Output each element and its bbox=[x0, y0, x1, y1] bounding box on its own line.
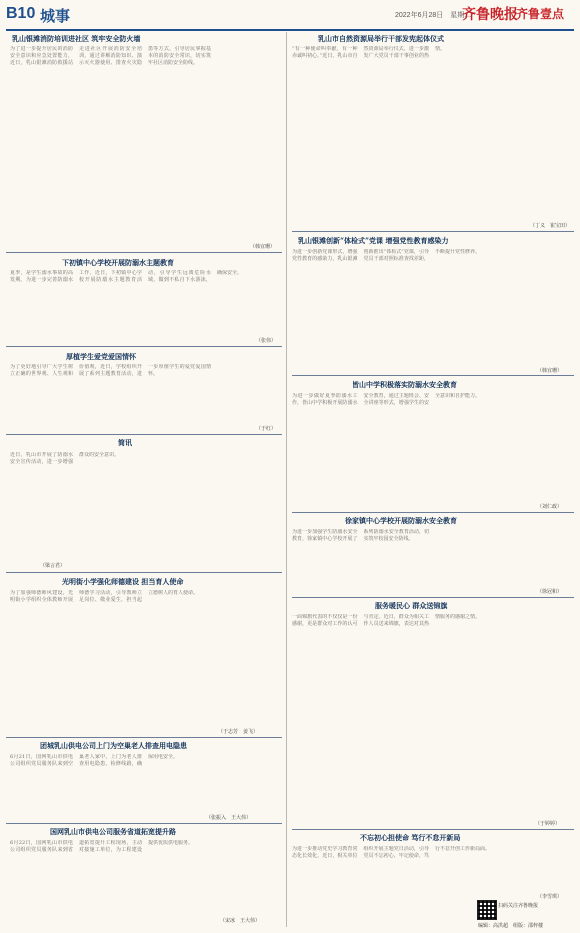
divider bbox=[6, 252, 282, 253]
qr-caption: 扫码关注齐鲁晚报 bbox=[498, 903, 539, 909]
divider bbox=[292, 597, 574, 598]
article-author: （韩宜珊） bbox=[250, 244, 276, 250]
divider bbox=[6, 434, 282, 435]
article-title: 乳山银滩创新“体检式”党课 增强党性教育感染力 bbox=[298, 236, 449, 245]
article-body: 近日，乳山市开展了防溺水安全宣传活动，进一步增强群众的安全意识。 bbox=[10, 452, 120, 465]
article-title: 光明街小学强化师德建设 担当育人使命 bbox=[62, 577, 184, 586]
article-title: 国网乳山市供电公司服务省道拓宽提升路 bbox=[50, 827, 176, 836]
article-title: 不忘初心担使命 笃行不怠开新局 bbox=[360, 833, 461, 842]
article-body: 夏季，是学生溺水事故的高发期。为进一步完善防溺水工作，近日，下初镇中心学校开展防溺水主题教育活动，引导学生远离危险水域，做到不私自下水游泳，确保安全。 bbox=[10, 270, 243, 283]
article-title: 皆山中学积极落实防溺水安全教育 bbox=[352, 380, 457, 389]
article-author: （于婷婷） bbox=[535, 821, 561, 827]
article-title: 乳山银滩消防培训进社区 筑牢安全防火墙 bbox=[12, 34, 141, 43]
newspaper-logo: 齐鲁晚报 bbox=[462, 7, 518, 23]
article-body: “有一种使命叫奉献，有一种赤诚叫初心。”近日，乳山市自然资源局举行仪式，进一步激发广大党员干部干事创业的热情。 bbox=[292, 46, 446, 59]
article-author: （刘仁政） bbox=[537, 504, 563, 510]
article-body: 为了加强师德师风建设，光明街小学组织全体教师开展师德学习活动，引导教师立足岗位、敬业爱生，担当起立德树人的育人使命。 bbox=[10, 590, 199, 603]
article-title: 服务暖民心 群众送锦旗 bbox=[375, 601, 448, 610]
article-author: （徐冠和） bbox=[537, 589, 563, 595]
page-number: B10 bbox=[6, 5, 36, 22]
article-author: （于志芳 姜飞） bbox=[218, 729, 259, 735]
article-author: （韩宜珊） bbox=[537, 368, 563, 374]
article-body: 为进一步做好夏季防溺水工作，皆山中学积极开展防溺水安全教育，通过主题班会、安全讲座等形式，增强学生的安全意识和自护能力。 bbox=[292, 393, 481, 406]
article-title: 厚植学生爱党爱国情怀 bbox=[66, 352, 136, 361]
divider bbox=[6, 737, 282, 738]
article-title: 下初镇中心学校开展防溺水主题教育 bbox=[62, 258, 174, 267]
divider bbox=[6, 823, 282, 824]
article-body: 一面锦旗代表的不仅仅是一份感谢，更是群众对工作的认可与肯定。近日，群众为相关工作人员送来锦旗，表达对其热情服务的感谢之情。 bbox=[292, 614, 481, 627]
divider bbox=[6, 572, 282, 573]
article-body: 为进一步推动党史学习教育常态化长效化，近日，相关单位组织开展主题党日活动，引导党员不忘初心、牢记使命，笃行不怠开创工作新局面。 bbox=[292, 846, 491, 859]
page-header bbox=[0, 0, 580, 30]
header-rule bbox=[6, 29, 574, 31]
article-body: 为进一步创新党课形式，增强党性教育的感染力，乳山银滩创新推出“体检式”党课，引导党员干部对照标准查找差距，不断提升党性修养。 bbox=[292, 249, 481, 262]
article-title: 简讯 bbox=[118, 438, 132, 447]
qr-code bbox=[477, 900, 497, 920]
column-divider bbox=[286, 32, 287, 927]
article-author: （李雪琪） bbox=[537, 894, 563, 900]
article-author: （于红） bbox=[256, 426, 277, 432]
divider bbox=[292, 512, 574, 513]
article-author: （丁义 崔宝田） bbox=[530, 223, 571, 229]
article-title: 乳山市自然资源局举行干部发宪起体仪式 bbox=[318, 34, 444, 43]
issue-date: 2022年6月28日 星期二 bbox=[395, 12, 472, 19]
article-title: 徐家镇中心学校开展防溺水安全教育 bbox=[345, 516, 457, 525]
divider bbox=[292, 829, 574, 830]
divider bbox=[6, 346, 282, 347]
section-name: 城事 bbox=[40, 7, 71, 25]
editor-credits: 编辑：高洪超 组版：邵梓楼 bbox=[478, 923, 544, 929]
article-body: 为进一步加强学生防溺水安全教育，徐家镇中心学校开展了系列防溺水安全教育活动，切实筑牢校园安全防线。 bbox=[292, 529, 429, 542]
article-body: 6月22日，国网乳山市供电公司组织党员服务队来到省道拓宽提升工程现场，主动对接施工单位，为工程建设提供优质供电服务。 bbox=[10, 840, 194, 853]
app-logo: 齐鲁壹点 bbox=[516, 7, 565, 21]
article-body: 为了进一步提升居民的消防安全意识和应急处置能力，近日，乳山银滩消防救援站走进社区开展消防安全培训，通过讲解消防知识、演示灭火器使用、排查火灾隐患等方式，引导居民掌握基本的消防安全常识，切实筑牢社区消防安全防线。 bbox=[10, 46, 211, 66]
divider bbox=[292, 231, 574, 232]
article-author: （宋冰 王大伟） bbox=[220, 918, 261, 924]
article-title: 团城乳山供电公司上门为空巢老人排查用电隐患 bbox=[40, 741, 187, 750]
divider bbox=[292, 375, 574, 376]
article-body: 6月21日，国网乳山市供电公司组织党员服务队来到空巢老人家中，上门为老人排查用电隐患，检修线路，确保用电安全。 bbox=[10, 754, 179, 767]
article-author: （梁言君） bbox=[40, 563, 66, 569]
article-author: （张振入 王大伟） bbox=[206, 815, 252, 821]
article-body: 为了更好地引导广大学生树立正确的世界观、人生观和价值观，近日，学校组织开展了系列主题教育活动，进一步厚植学生的爱党爱国情怀。 bbox=[10, 364, 211, 377]
article-author: （张伟） bbox=[256, 338, 277, 344]
